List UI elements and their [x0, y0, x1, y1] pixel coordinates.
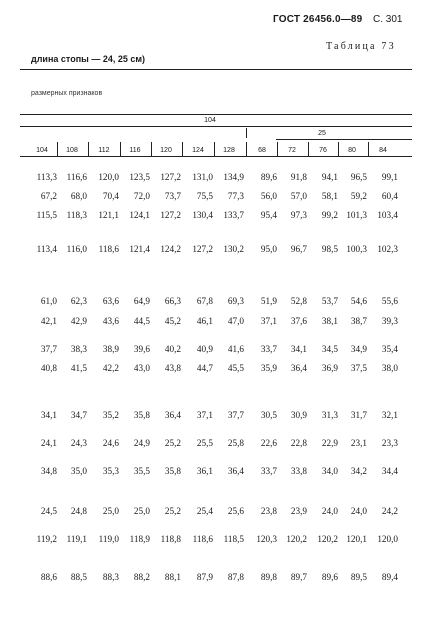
- table-cell: 58,1: [321, 191, 338, 201]
- column-divider: [151, 142, 152, 156]
- header-top-rule: [20, 114, 412, 115]
- table-cell: 113,3: [36, 172, 57, 182]
- features-label: размерных признаков: [31, 90, 103, 97]
- table-cell: 36,9: [321, 363, 338, 373]
- table-cell: 89,6: [260, 172, 277, 182]
- table-cell: 37,7: [40, 344, 57, 354]
- table-cell: 95,4: [260, 210, 277, 220]
- table-cell: 45,2: [164, 316, 181, 326]
- table-cell: 89,6: [321, 572, 338, 582]
- table-cell: 116,6: [66, 172, 87, 182]
- table-cell: 38,9: [102, 344, 119, 354]
- table-cell: 68,0: [70, 191, 87, 201]
- table-cell: 53,7: [321, 296, 338, 306]
- table-cell: 120,2: [286, 534, 307, 544]
- table-cell: 131,0: [192, 172, 213, 182]
- table-cell: 24,9: [133, 438, 150, 448]
- table-cell: 130,4: [192, 210, 213, 220]
- column-header: 112: [98, 147, 110, 154]
- table-cell: 130,2: [223, 244, 244, 254]
- table-cell: 64,9: [133, 296, 150, 306]
- table-cell: 119,2: [36, 534, 57, 544]
- table-cell: 88,2: [133, 572, 150, 582]
- table-cell: 35,2: [102, 410, 119, 420]
- table-cell: 35,8: [164, 466, 181, 476]
- table-cell: 102,3: [377, 244, 398, 254]
- table-cell: 89,5: [350, 572, 367, 582]
- group-tick: [246, 128, 247, 138]
- table-cell: 113,4: [36, 244, 57, 254]
- table-cell: 118,9: [129, 534, 150, 544]
- table-cell: 61,0: [40, 296, 57, 306]
- column-header: 68: [258, 147, 266, 154]
- table-cell: 95,0: [260, 244, 277, 254]
- table-cell: 127,2: [160, 210, 181, 220]
- table-cell: 23,8: [260, 506, 277, 516]
- table-cell: 38,0: [381, 363, 398, 373]
- column-header: 108: [66, 147, 78, 154]
- table-cell: 47,0: [227, 316, 244, 326]
- table-cell: 60,4: [381, 191, 398, 201]
- table-cell: 44,7: [196, 363, 213, 373]
- table-cell: 22,9: [321, 438, 338, 448]
- table-cell: 34,1: [290, 344, 307, 354]
- column-header: 128: [223, 147, 235, 154]
- table-cell: 23,3: [381, 438, 398, 448]
- subgroup-rule: [276, 139, 412, 140]
- column-header: 72: [288, 147, 296, 154]
- table-cell: 25,2: [164, 506, 181, 516]
- table-cell: 30,5: [260, 410, 277, 420]
- table-cell: 120,1: [346, 534, 367, 544]
- column-header: 124: [192, 147, 204, 154]
- table-cell: 24,3: [70, 438, 87, 448]
- table-cell: 96,7: [290, 244, 307, 254]
- table-cell: 38,1: [321, 316, 338, 326]
- table-cell: 96,5: [350, 172, 367, 182]
- table-cell: 94,1: [321, 172, 338, 182]
- table-cell: 33,8: [290, 466, 307, 476]
- table-cell: 22,6: [260, 438, 277, 448]
- table-cell: 24,8: [70, 506, 87, 516]
- table-cell: 31,3: [321, 410, 338, 420]
- column-divider: [308, 142, 309, 156]
- table-cell: 88,1: [164, 572, 181, 582]
- column-divider: [120, 142, 121, 156]
- table-cell: 38,7: [350, 316, 367, 326]
- table-cell: 42,2: [102, 363, 119, 373]
- table-cell: 67,8: [196, 296, 213, 306]
- table-cell: 121,1: [98, 210, 119, 220]
- table-cell: 133,7: [223, 210, 244, 220]
- table-cell: 34,4: [381, 466, 398, 476]
- column-divider: [246, 142, 247, 156]
- table-cell: 25,0: [102, 506, 119, 516]
- table-cell: 43,6: [102, 316, 119, 326]
- table-cell: 37,5: [350, 363, 367, 373]
- table-cell: 66,3: [164, 296, 181, 306]
- column-header: 76: [319, 147, 327, 154]
- table-cell: 31,7: [350, 410, 367, 420]
- table-cell: 24,0: [350, 506, 367, 516]
- table-cell: 88,5: [70, 572, 87, 582]
- column-divider: [338, 142, 339, 156]
- group-label-104: 104: [204, 117, 216, 124]
- table-cell: 43,0: [133, 363, 150, 373]
- column-header-bottom-rule: [20, 156, 412, 157]
- table-cell: 91,8: [290, 172, 307, 182]
- table-cell: 46,1: [196, 316, 213, 326]
- table-cell: 41,5: [70, 363, 87, 373]
- table-cell: 88,3: [102, 572, 119, 582]
- column-divider: [214, 142, 215, 156]
- table-cell: 37,7: [227, 410, 244, 420]
- table-cell: 36,4: [227, 466, 244, 476]
- table-cell: 88,6: [40, 572, 57, 582]
- table-cell: 35,3: [102, 466, 119, 476]
- table-cell: 25,5: [196, 438, 213, 448]
- table-cell: 120,0: [377, 534, 398, 544]
- table-cell: 56,0: [260, 191, 277, 201]
- table-cell: 36,1: [196, 466, 213, 476]
- table-cell: 35,4: [381, 344, 398, 354]
- table-cell: 24,0: [321, 506, 338, 516]
- table-cell: 89,7: [290, 572, 307, 582]
- table-cell: 63,6: [102, 296, 119, 306]
- table-cell: 36,4: [164, 410, 181, 420]
- table-cell: 24,5: [40, 506, 57, 516]
- table-cell: 55,6: [381, 296, 398, 306]
- table-cell: 37,1: [260, 316, 277, 326]
- standard-number: ГОСТ 26456.0—89: [273, 14, 363, 25]
- table-cell: 118,8: [160, 534, 181, 544]
- table-cell: 34,2: [350, 466, 367, 476]
- table-cell: 40,8: [40, 363, 57, 373]
- table-cell: 120,3: [256, 534, 277, 544]
- column-header: 116: [129, 147, 141, 154]
- table-cell: 25,2: [164, 438, 181, 448]
- table-cell: 118,3: [66, 210, 87, 220]
- table-cell: 25,4: [196, 506, 213, 516]
- table-cell: 127,2: [192, 244, 213, 254]
- table-cell: 24,2: [381, 506, 398, 516]
- table-cell: 87,8: [227, 572, 244, 582]
- table-cell: 35,8: [133, 410, 150, 420]
- table-cell: 34,9: [350, 344, 367, 354]
- table-cell: 30,9: [290, 410, 307, 420]
- table-cell: 24,1: [40, 438, 57, 448]
- table-cell: 99,2: [321, 210, 338, 220]
- table-cell: 59,2: [350, 191, 367, 201]
- title-rule: [20, 69, 412, 70]
- table-cell: 41,6: [227, 344, 244, 354]
- table-cell: 134,9: [223, 172, 244, 182]
- table-cell: 51,9: [260, 296, 277, 306]
- table-cell: 87,9: [196, 572, 213, 582]
- table-cell: 77,3: [227, 191, 244, 201]
- table-cell: 38,3: [70, 344, 87, 354]
- table-cell: 37,6: [290, 316, 307, 326]
- table-cell: 115,5: [36, 210, 57, 220]
- table-cell: 120,2: [317, 534, 338, 544]
- column-divider: [57, 142, 58, 156]
- table-cell: 33,7: [260, 466, 277, 476]
- table-cell: 120,0: [98, 172, 119, 182]
- table-cell: 25,0: [133, 506, 150, 516]
- table-cell: 23,9: [290, 506, 307, 516]
- table-cell: 32,1: [381, 410, 398, 420]
- table-cell: 121,4: [129, 244, 150, 254]
- table-cell: 34,0: [321, 466, 338, 476]
- table-cell: 39,6: [133, 344, 150, 354]
- table-cell: 119,1: [66, 534, 87, 544]
- table-cell: 40,9: [196, 344, 213, 354]
- table-cell: 43,8: [164, 363, 181, 373]
- table-cell: 25,8: [227, 438, 244, 448]
- table-cell: 89,4: [381, 572, 398, 582]
- table-cell: 22,8: [290, 438, 307, 448]
- column-header: 84: [379, 147, 387, 154]
- table-cell: 34,7: [70, 410, 87, 420]
- table-cell: 34,5: [321, 344, 338, 354]
- column-header: 120: [160, 147, 172, 154]
- table-cell: 118,5: [223, 534, 244, 544]
- table-cell: 34,8: [40, 466, 57, 476]
- table-cell: 42,1: [40, 316, 57, 326]
- table-cell: 23,1: [350, 438, 367, 448]
- table-cell: 24,6: [102, 438, 119, 448]
- table-cell: 73,7: [164, 191, 181, 201]
- column-divider: [368, 142, 369, 156]
- table-label: Таблица 73: [326, 41, 396, 52]
- table-cell: 124,2: [160, 244, 181, 254]
- table-cell: 62,3: [70, 296, 87, 306]
- table-cell: 33,7: [260, 344, 277, 354]
- table-cell: 45,5: [227, 363, 244, 373]
- column-divider: [277, 142, 278, 156]
- table-cell: 25,6: [227, 506, 244, 516]
- table-cell: 39,3: [381, 316, 398, 326]
- table-cell: 118,6: [98, 244, 119, 254]
- table-cell: 103,4: [377, 210, 398, 220]
- table-cell: 52,8: [290, 296, 307, 306]
- table-cell: 116,0: [66, 244, 87, 254]
- table-cell: 127,2: [160, 172, 181, 182]
- table-cell: 123,5: [129, 172, 150, 182]
- table-cell: 42,9: [70, 316, 87, 326]
- group-rule: [20, 126, 412, 127]
- column-header: 104: [36, 147, 48, 154]
- table-cell: 75,5: [196, 191, 213, 201]
- table-cell: 119,0: [98, 534, 119, 544]
- table-cell: 69,3: [227, 296, 244, 306]
- table-cell: 118,6: [192, 534, 213, 544]
- table-cell: 34,1: [40, 410, 57, 420]
- table-cell: 67,2: [40, 191, 57, 201]
- table-cell: 70,4: [102, 191, 119, 201]
- table-cell: 57,0: [290, 191, 307, 201]
- table-cell: 97,3: [290, 210, 307, 220]
- group-label-25: 25: [318, 130, 326, 137]
- table-cell: 89,8: [260, 572, 277, 582]
- table-cell: 35,9: [260, 363, 277, 373]
- table-cell: 44,5: [133, 316, 150, 326]
- table-cell: 101,3: [346, 210, 367, 220]
- table-cell: 72,0: [133, 191, 150, 201]
- table-cell: 98,5: [321, 244, 338, 254]
- table-cell: 124,1: [129, 210, 150, 220]
- column-header: 80: [348, 147, 356, 154]
- table-cell: 35,5: [133, 466, 150, 476]
- table-cell: 54,6: [350, 296, 367, 306]
- column-divider: [88, 142, 89, 156]
- table-cell: 100,3: [346, 244, 367, 254]
- table-continuation-title: длина стопы — 24, 25 см): [31, 54, 146, 64]
- column-divider: [182, 142, 183, 156]
- table-cell: 36,4: [290, 363, 307, 373]
- table-cell: 40,2: [164, 344, 181, 354]
- table-cell: 35,0: [70, 466, 87, 476]
- table-cell: 99,1: [381, 172, 398, 182]
- table-cell: 37,1: [196, 410, 213, 420]
- page-number: С. 301: [373, 14, 403, 25]
